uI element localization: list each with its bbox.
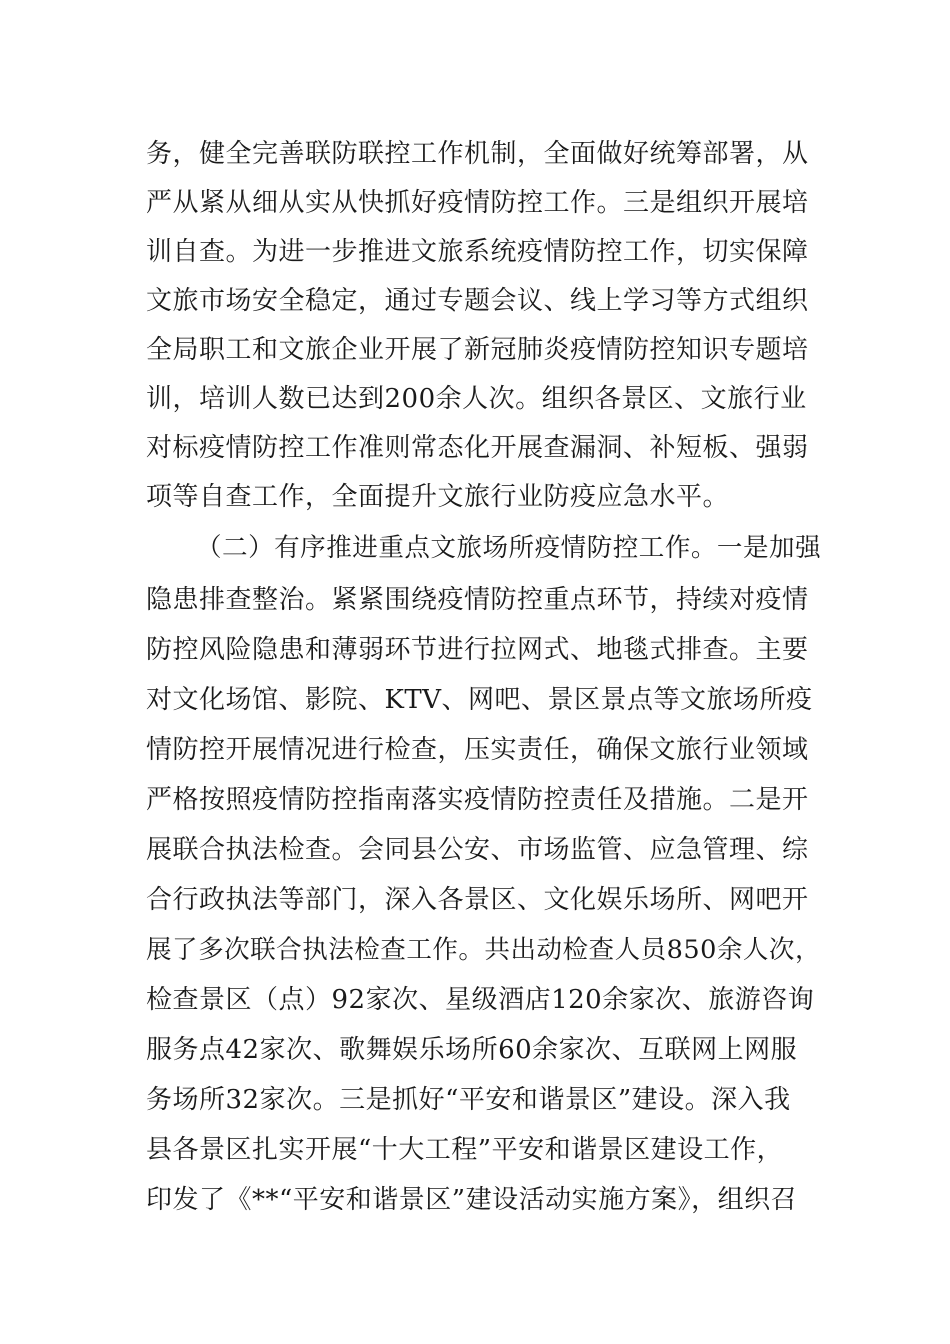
text-line: 检查景区（点）92家次、星级酒店120余家次、旅游咨询 [146,985,815,1015]
text-line: 对标疫情防控工作准则常态化开展查漏洞、补短板、强弱 [146,433,809,463]
text-line: 服务点42家次、歌舞娱乐场所60余家次、互联网上网服 [146,1035,798,1065]
text-line: 务，健全完善联防联控工作机制，全面做好统筹部署，从 [146,139,809,169]
text-line: 训，培训人数已达到200余人次。组织各景区、文旅行业 [146,384,807,414]
text-line: 合行政执法等部门，深入各景区、文化娱乐场所、网吧开 [146,885,809,915]
text-line: 隐患排查整治。紧紧围绕疫情防控重点环节，持续对疫情 [146,585,809,615]
text-line: 严格按照疫情防控指南落实疫情防控责任及措施。二是开 [146,785,809,815]
text-line: 项等自查工作，全面提升文旅行业防疫应急水平。 [146,482,730,512]
text-line: 情防控开展情况进行检查，压实责任，确保文旅行业领域 [146,735,809,765]
text-line: 县各景区扎实开展“十大工程”平安和谐景区建设工作， [146,1135,784,1165]
text-line: 全局职工和文旅企业开展了新冠肺炎疫情防控知识专题培 [146,335,809,365]
text-line: 严从紧从细从实从快抓好疫情防控工作。三是组织开展培 [146,188,809,218]
text-line: 防控风险隐患和薄弱环节进行拉网式、地毯式排查。主要 [146,635,809,665]
text-line: 展联合执法检查。会同县公安、市场监管、应急管理、综 [146,835,809,865]
text-line: 文旅市场安全稳定，通过专题会议、线上学习等方式组织 [146,286,809,316]
text-line: 展了多次联合执法检查工作。共出动检查人员850余人次， [146,935,821,965]
text-line: 务场所32家次。三是抓好“平安和谐景区”建设。深入我 [146,1085,791,1115]
text-line: 印发了《**“平安和谐景区”建设活动实施方案》，组织召 [146,1185,798,1215]
section-heading-line: （二）有序推进重点文旅场所疫情防控工作。一是加强 [196,533,822,563]
text-line: 训自查。为进一步推进文旅系统疫情防控工作，切实保障 [146,237,809,267]
text-line: 对文化场馆、影院、KTV、网吧、景区景点等文旅场所疫 [146,685,813,715]
